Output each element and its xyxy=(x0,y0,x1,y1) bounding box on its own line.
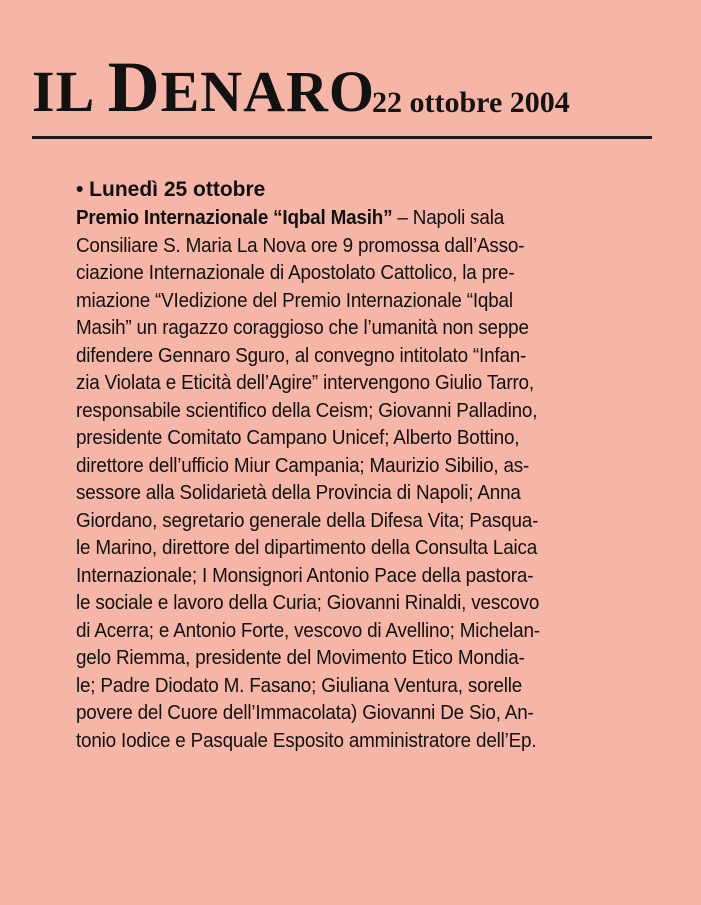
article-line: responsabile scientifico della Ceism; Giovanni Palladino, xyxy=(76,398,538,422)
article-line: Consiliare S. Maria La Nova ore 9 promossa dall’Asso- xyxy=(76,233,525,257)
article-line: povere del Cuore dell’Immacolata) Giovanni De Sio, An- xyxy=(76,701,534,724)
article-line: le; Padre Diodato M. Fasano; Giuliana Ventura, sorelle xyxy=(76,673,523,697)
article-line: tonio Iodice e Pasquale Esposito amministratore dell’Ep. xyxy=(76,728,537,752)
newspaper-logo xyxy=(32,47,376,127)
article-line-text: – Napoli sala xyxy=(392,206,505,229)
article-line: gelo Riemma, presidente del Movimento Etico Mondia- xyxy=(76,646,525,669)
article-line: Internazionale; I Monsignori Antonio Pace della pastora- xyxy=(76,563,534,587)
article-line: Giordano, segretario generale della Difesa Vita; Pasqua- xyxy=(76,508,539,532)
logo-il: IL xyxy=(32,59,108,124)
logo-d: D xyxy=(107,47,161,127)
article-line xyxy=(76,204,610,232)
article-line: presidente Comitato Campano Unicef; Alberto Bottino, xyxy=(76,426,520,449)
article-line: di Acerra; e Antonio Forte, vescovo di Avellino; Michelan- xyxy=(76,618,540,642)
article-day: • Lunedì 25 ottobre xyxy=(76,178,266,201)
article-line: difendere Gennaro Sguro, al convegno intitolato “Infan- xyxy=(76,343,527,367)
article-line: sessore alla Solidarietà della Provincia di Napoli; Anna xyxy=(76,481,521,504)
masthead xyxy=(32,47,652,132)
header-rule xyxy=(32,136,652,139)
article-line: zia Violata e Eticità dell’Agire” intervengono Giulio Tarro, xyxy=(76,371,534,394)
article-line: le sociale e lavoro della Curia; Giovanni Rinaldi, vescovo xyxy=(76,591,540,614)
logo-rest: ENARO xyxy=(160,59,376,124)
article-line: miazione “VIedizione del Premio Internazionale “Iqbal xyxy=(76,288,513,312)
article xyxy=(76,176,656,754)
article-line: ciazione Internazionale di Apostolato Cattolico, la pre- xyxy=(76,261,515,284)
issue-date: 22 ottobre 2004 xyxy=(372,86,570,119)
article-line: Masih” un ragazzo coraggioso che l’umanità non seppe xyxy=(76,316,529,339)
article-line: direttore dell’ufficio Miur Campania; Maurizio Sibilio, as- xyxy=(76,453,530,477)
article-headline: Premio Internazionale “Iqbal Masih” xyxy=(76,206,393,229)
article-line: le Marino, direttore del dipartimento della Consulta Laica xyxy=(76,536,538,559)
